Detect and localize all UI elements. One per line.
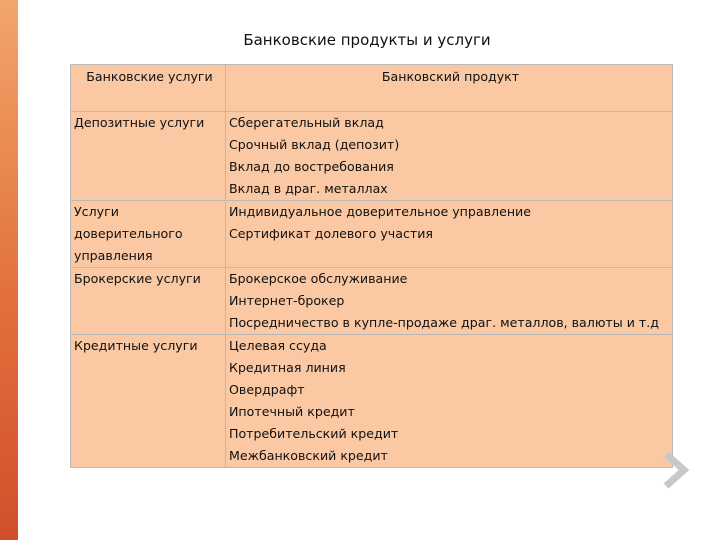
product-item: Ипотечный кредит: [229, 404, 355, 419]
service-line: Брокерские услуги: [74, 271, 201, 286]
service-cell: [71, 112, 226, 201]
product-item: Овердрафт: [229, 382, 305, 397]
service-line: Депозитные услуги: [74, 115, 205, 130]
header-products: Банковский продукт: [226, 65, 673, 112]
table-header-row: [71, 65, 673, 112]
service-line: Кредитные услуги: [74, 338, 198, 353]
service-line: доверительного: [74, 226, 183, 241]
product-item: Индивидуальное доверительное управление: [229, 204, 531, 219]
product-item: Посредничество в купле-продаже драг. металлов, валюты и т.д: [229, 315, 659, 330]
product-item: Сертификат долевого участия: [229, 226, 433, 241]
product-item: Сберегательный вклад: [229, 115, 384, 130]
product-cell: [226, 201, 673, 268]
product-item: Кредитная линия: [229, 360, 346, 375]
product-item: Вклад в драг. металлах: [229, 181, 388, 196]
products-table: [70, 64, 673, 468]
table-row: [71, 268, 673, 335]
service-cell: [71, 335, 226, 468]
product-cell: [226, 335, 673, 468]
product-item: Срочный вклад (депозит): [229, 137, 400, 152]
product-item: Вклад до востребования: [229, 159, 394, 174]
header-services: Банковские услуги: [71, 65, 226, 112]
service-cell: [71, 268, 226, 335]
product-item: Межбанковский кредит: [229, 448, 388, 463]
service-line: Услуги: [74, 204, 119, 219]
page-title: Банковские продукты и услуги: [243, 31, 491, 49]
table-row: [71, 201, 673, 268]
service-line: управления: [74, 248, 153, 263]
product-item: Интернет-брокер: [229, 293, 345, 308]
product-item: Целевая ссуда: [229, 338, 327, 353]
product-cell: [226, 112, 673, 201]
product-item: Брокерское обслуживание: [229, 271, 408, 286]
service-cell: [71, 201, 226, 268]
table-row: [71, 112, 673, 201]
table-row: [71, 335, 673, 468]
chevron-right-icon[interactable]: [660, 450, 690, 490]
left-accent-bar: [0, 0, 18, 540]
product-cell: [226, 268, 673, 335]
product-item: Потребительский кредит: [229, 426, 399, 441]
